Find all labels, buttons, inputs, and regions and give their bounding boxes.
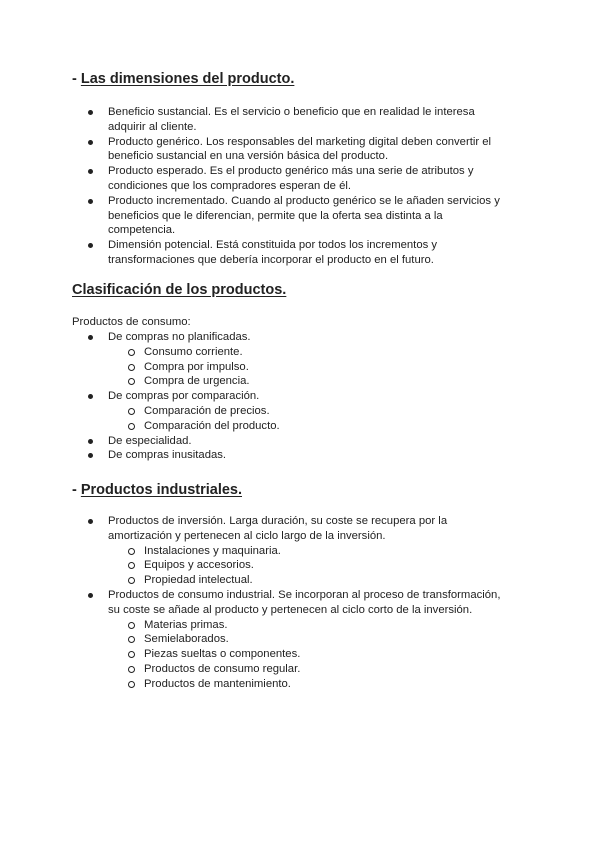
- hollow-bullet-icon: [128, 622, 135, 629]
- bullet-icon: [88, 110, 93, 115]
- sub-list-item: Compra de urgencia.: [144, 374, 513, 389]
- list-item: Producto genérico. Los responsables del marketing digital deben convertir el beneficio sustancial en una versión básica del producto.: [108, 135, 513, 165]
- sub-list: [108, 618, 513, 692]
- list-item: De compras inusitadas.: [108, 448, 513, 463]
- hollow-bullet-icon: [128, 577, 135, 584]
- bullet-icon: [88, 199, 93, 204]
- sub-list-item: Compra por impulso.: [144, 360, 513, 375]
- consumer-products-list: [108, 330, 513, 463]
- sub-list-item: Comparación del producto.: [144, 419, 513, 434]
- sub-list-item: Instalaciones y maquinaria.: [144, 544, 513, 559]
- section-heading-classification: [72, 281, 286, 299]
- sub-list: [108, 544, 513, 588]
- bullet-icon: [88, 169, 93, 174]
- bullet-icon: [88, 335, 93, 340]
- sub-list: [108, 345, 513, 389]
- bullet-icon: [88, 394, 93, 399]
- list-item: Productos de inversión. Larga duración, su coste se recupera por la amortización y pertenecen al ciclo largo de la inversión. Instalaciones y maquinaria. Equipos y accesorios. Propiedad intelectual.: [108, 514, 513, 588]
- sub-list-item: Productos de consumo regular.: [144, 662, 513, 677]
- sub-list-item: Consumo corriente.: [144, 345, 513, 360]
- sub-list-item: Equipos y accesorios.: [144, 558, 513, 573]
- bullet-icon: [88, 593, 93, 598]
- sub-list-item: Propiedad intelectual.: [144, 573, 513, 588]
- hollow-bullet-icon: [128, 423, 135, 430]
- hollow-bullet-icon: [128, 548, 135, 555]
- hollow-bullet-icon: [128, 681, 135, 688]
- heading-prefix: -: [72, 482, 81, 498]
- section-heading-dimensions: [72, 70, 294, 88]
- sub-list-item: Piezas sueltas o componentes.: [144, 647, 513, 662]
- hollow-bullet-icon: [128, 378, 135, 385]
- list-item: De especialidad.: [108, 434, 513, 449]
- sub-list-item: Semielaborados.: [144, 632, 513, 647]
- bullet-icon: [88, 439, 93, 444]
- list-item: De compras por comparación. Comparación de precios. Comparación del producto.: [108, 389, 513, 433]
- hollow-bullet-icon: [128, 666, 135, 673]
- list-item: De compras no planificadas. Consumo corriente. Compra por impulso. Compra de urgencia.: [108, 330, 513, 389]
- sub-list-item: Comparación de precios.: [144, 404, 513, 419]
- list-item: Dimensión potencial. Está constituida por todos los incrementos y transformaciones que debería incorporar el producto en el futuro.: [108, 238, 513, 268]
- bullet-icon: [88, 140, 93, 145]
- hollow-bullet-icon: [128, 636, 135, 643]
- industrial-products-list: [108, 514, 513, 692]
- consumer-products-intro: Productos de consumo:: [72, 316, 191, 328]
- sub-list: [108, 404, 513, 434]
- heading-title: Clasificación de los productos.: [72, 282, 287, 298]
- list-item: Producto esperado. Es el producto genérico más una serie de atributos y condiciones que los compradores esperan de él.: [108, 164, 513, 194]
- heading-title: Productos industriales.: [80, 482, 243, 498]
- sub-list-item: Productos de mantenimiento.: [144, 677, 513, 692]
- list-item: Productos de consumo industrial. Se incorporan al proceso de transformación, su coste se añade al producto y pertenecen al ciclo corto de la inversión. Materias primas. Semielaborados. Piezas sueltas o componentes. Productos de consumo regular. Productos de mantenimiento.: [108, 588, 513, 692]
- hollow-bullet-icon: [128, 349, 135, 356]
- heading-prefix: -: [72, 71, 81, 87]
- list-item: Producto incrementado. Cuando al producto genérico se le añaden servicios y beneficios que le diferencian, permite que la oferta sea distinta a la competencia.: [108, 194, 513, 238]
- bullet-icon: [88, 453, 93, 458]
- list-item: Beneficio sustancial. Es el servicio o beneficio que en realidad le interesa adquirir al cliente.: [108, 105, 513, 135]
- heading-title: Las dimensiones del producto.: [80, 71, 295, 87]
- bullet-icon: [88, 243, 93, 248]
- hollow-bullet-icon: [128, 562, 135, 569]
- sub-list-item: Materias primas.: [144, 618, 513, 633]
- dimensions-list: [108, 105, 513, 268]
- hollow-bullet-icon: [128, 408, 135, 415]
- bullet-icon: [88, 519, 93, 524]
- hollow-bullet-icon: [128, 651, 135, 658]
- section-heading-industrial: [72, 481, 242, 499]
- hollow-bullet-icon: [128, 364, 135, 371]
